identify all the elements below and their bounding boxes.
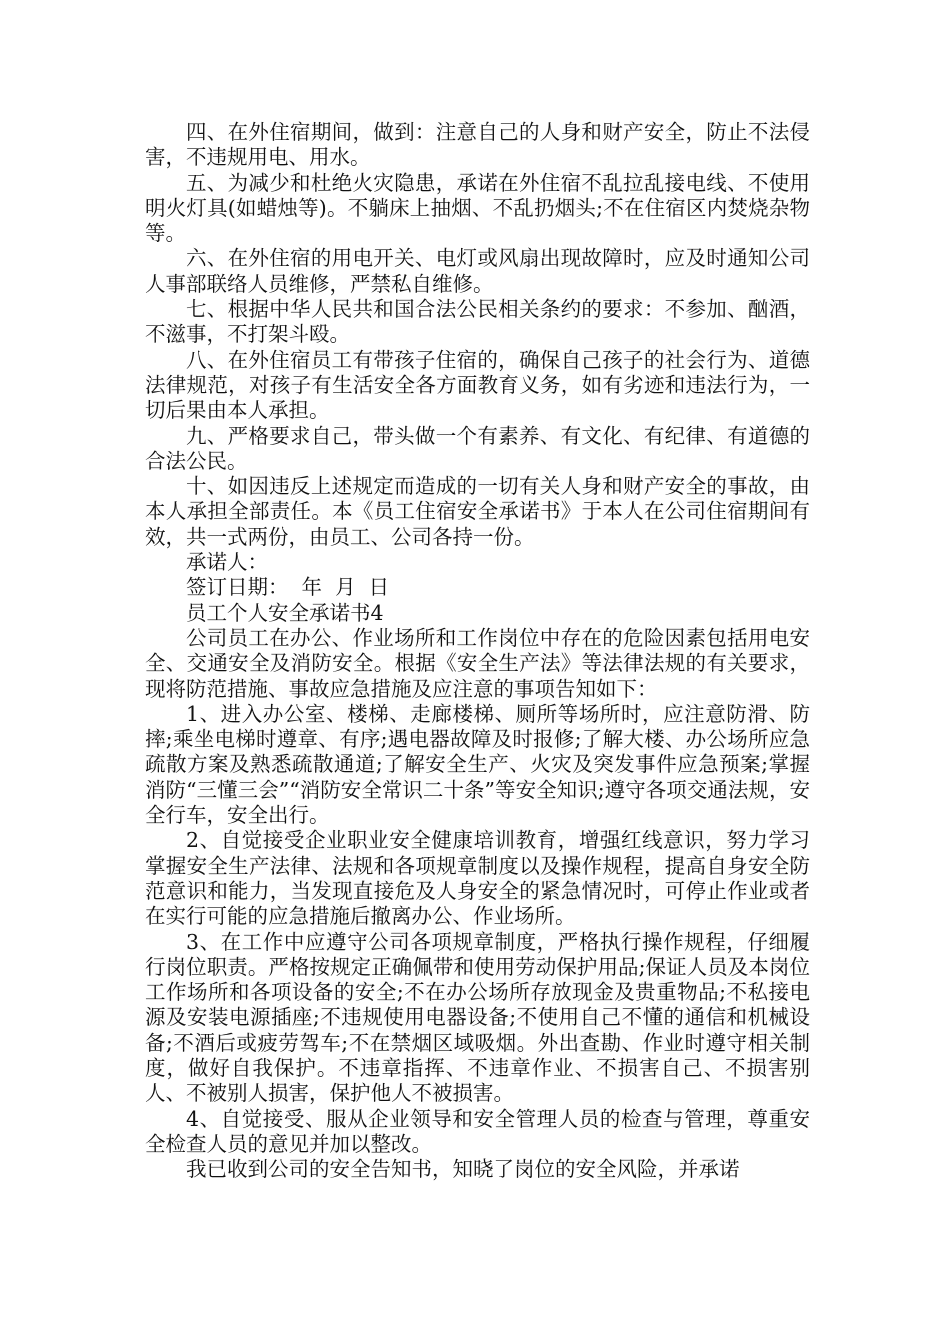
paragraph-item-9: 九、严格要求自己，带头做一个有素养、有文化、有纪律、有道德的合法公民。	[145, 423, 810, 473]
intro-paragraph: 公司员工在办公、作业场所和工作岗位中存在的危险因素包括用电安全、交通安全及消防安全。根据《安全生产法》等法律法规的有关要求，现将防范措施、事故应急措施及应注意的事项告知如下：	[145, 625, 810, 701]
paragraph-item-5: 五、为减少和杜绝火灾隐患，承诺在外住宿不乱拉乱接电线、不使用明火灯具(如蜡烛等)。不躺床上抽烟、不乱扔烟头;不在住宿区内焚烧杂物等。	[145, 170, 810, 246]
paragraph-item-8: 八、在外住宿员工有带孩子住宿的，确保自己孩子的社会行为、道德法律规范，对孩子有生活安全各方面教育义务，如有劣迹和违法行为，一切后果由本人承担。	[145, 347, 810, 423]
section-title: 员工个人安全承诺书4	[186, 600, 384, 625]
sign-date-label: 签订日期： 年 月 日	[186, 575, 390, 600]
rule-paragraph-1: 1、进入办公室、楼梯、走廊楼梯、厕所等场所时，应注意防滑、防摔;乘坐电梯时遵章、有序;遇电器故障及时报修;了解大楼、办公场所应急疏散方案及熟悉疏散通道;了解安全生产、火灾及突发事件应急预案;掌握消防“三懂三会”“消防安全常识二十条”等安全知识;遵守各项交通法规，安全行车，安全出行。	[145, 701, 810, 828]
rule-paragraph-3: 3、在工作中应遵守公司各项规章制度，严格执行操作规程，仔细履行岗位职责。严格按规定正确佩带和使用劳动保护用品;保证人员及本岗位工作场所和各项设备的安全;不在办公场所存放现金及贵重物品;不私接电源及安装电源插座;不违规使用电器设备;不使用自己不懂的通信和机械设备;不酒后或疲劳驾车;不在禁烟区域吸烟。外出查勘、作业时遵守相关制度，做好自我保护。不违章指挥、不违章作业、不损害自己、不损害别人、不被别人损害，保护他人不被损害。	[145, 929, 810, 1106]
rule-paragraph-4: 4、自觉接受、服从企业领导和安全管理人员的检查与管理，尊重安全检查人员的意见并加以整改。	[145, 1106, 810, 1156]
promisor-label: 承诺人：	[186, 550, 268, 575]
document-page	[145, 120, 810, 1182]
acknowledgement-paragraph: 我已收到公司的安全告知书，知晓了岗位的安全风险，并承诺	[186, 1157, 740, 1182]
paragraph-item-7: 七、根据中华人民共和国合法公民相关条约的要求：不参加、酗酒，不滋事，不打架斗殴。	[145, 297, 810, 347]
paragraph-item-10: 十、如因违反上述规定而造成的一切有关人身和财产安全的事故，由本人承担全部责任。本《员工住宿安全承诺书》于本人在公司住宿期间有效，共一式两份，由员工、公司各持一份。	[145, 474, 810, 549]
paragraph-item-4: 四、在外住宿期间，做到：注意自己的人身和财产安全，防止不法侵害，不违规用电、用水。	[145, 120, 810, 170]
paragraph-item-6: 六、在外住宿的用电开关、电灯或风扇出现故障时，应及时通知公司人事部联络人员维修，严禁私自维修。	[145, 246, 810, 296]
rule-paragraph-2: 2、自觉接受企业职业安全健康培训教育，增强红线意识，努力学习掌握安全生产法律、法规和各项规章制度以及操作规程，提高自身安全防范意识和能力，当发现直接危及人身安全的紧急情况时，可停止作业或者在实行可能的应急措施后撤离办公、作业场所。	[145, 828, 810, 929]
